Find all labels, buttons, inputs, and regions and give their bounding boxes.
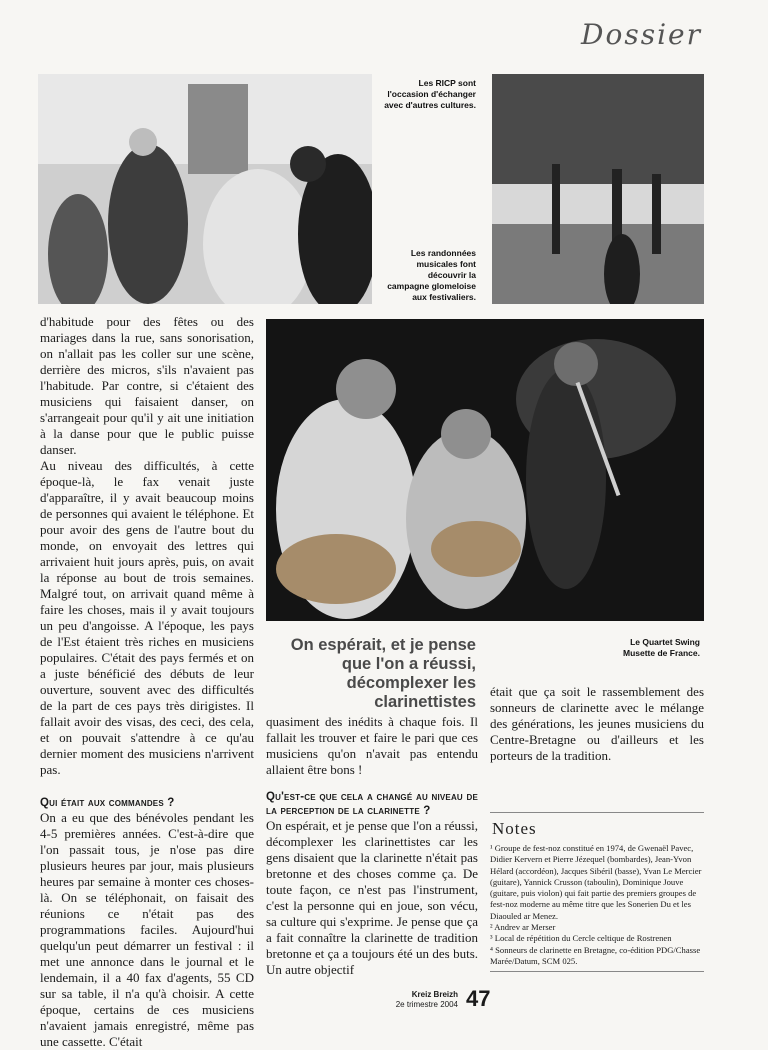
paragraph: était que ça soit le rassemblement des sonneurs de clarinette avec le mélange des générations, les jeunes musiciens du Centre-Bretagne ou d'ailleurs et les porteurs de la tradition. xyxy=(490,684,704,763)
paragraph: On a eu que des bénévoles pendant les 4-5 premières années. C'est-à-dire que l'on passait tous, je n'ose pas dire plusieurs heures par jour, mais plusieurs heures par semaine à monter ces choses-là. On se téléphonait, on faisait des réunions ce n'était pas des programmations faciles. Aujourd'hui quelqu'un peut démarrer un festival : il met une annonce dans le journal et le lendemain, il a 40 fax d'agents, 55 CD sur sa table, il n'a qu'à choisir. A cette époque, certains de ces musiciens n'avaient jamais enregistré, même pas une cassette. C'était xyxy=(40,810,254,1049)
photo-musical-walk xyxy=(492,74,704,304)
photo-festival-crowd xyxy=(38,74,372,304)
notes-title: Notes xyxy=(492,819,537,838)
caption-top-right: Les randonnées musicales font découvrir la campagne glomeloise aux festivaliers. xyxy=(387,248,476,302)
note-item: ² Andrev ar Merser xyxy=(490,922,556,933)
issue-date: 2e trimestre 2004 xyxy=(395,1000,458,1009)
note-item: ¹ Groupe de fest-noz constitué en 1974, de Gwenaël Pavec, Didier Kervern et Pierre Jézequel (bombardes), Jean-Yvon Hélard (accordéon), Jacques Sibéril (basse), Yvan Le Mercier (guitare), Yannick Crusson (taboulin), Dominique Jouve (guitare, puis violon) qui fait partie des premiers groupes de fest-noz moderne au même titre que les Sonerien Du et les Diaouled ar Menez. xyxy=(490,843,702,921)
caption-top-left: Les RICP sont l'occasion d'échanger avec d'autres cultures. xyxy=(384,78,476,110)
article-column-2 xyxy=(266,714,478,978)
article-column-1 xyxy=(40,314,254,1050)
paragraph: d'habitude pour des fêtes ou des mariages dans la rue, sans sonorisation, on n'allait pas les coller sur une scène, derrière des micros, s'ils n'avaient pas l'habitude. Par contre, si c'étaient des musiciens qui faisaient danser, on s'arrangeait pour qu'il y ait une initiation à la danse pour que le public puisse danser. xyxy=(40,314,254,457)
page-number: 47 xyxy=(466,986,491,1011)
article-column-3 xyxy=(490,684,704,764)
paragraph: Au niveau des difficultés, à cette époque-là, le fax venait juste d'apparaître, il y avait beaucoup moins de personnes qui avaient le téléphone. Et pour avoir des gens de l'autre bout du monde, on envoyait des lettres qui arrivaient huit jours après, puis, on avait la réponse au bout de trois semaines. Malgré tout, on arrivait quand même à faire les choses, mais il y avait toujours un peu d'angoisse. A l'époque, les pays de l'Est étaient très riches en musiciens populaires. C'était des pays fermés et on a juste bénéficié des débuts de leur ouverture, souvent avec des difficultés de la part de ces pays très dirigistes. Il fallait avoir des visas, des ceci, des cela, et on pouvait s'attendre à ce qu'au dernier moment des musiciens n'arrivent pas. xyxy=(40,458,254,777)
footer-magazine xyxy=(360,990,458,1010)
pull-quote: On espérait, et je pense que l'on a réussi, décomplexer les clarinettistes xyxy=(290,636,476,711)
caption-middle: Le Quartet Swing Musette de France. xyxy=(623,637,700,658)
paragraph: On espérait, et je pense que l'on a réussi, décomplexer les clarinettistes car les gens disaient que la clarinette n'était pas bretonne et des choses comme ça. De toute façon, ce n'est pas l'instrument, c'est la personne qui en joue, son vécu, sa culture qui s'exprime. Je pense que ça a fait connaître la clarinette de tradition bretonne et ça a toujours été un des buts. Un autre objectif xyxy=(266,818,478,977)
section-title: Dossier xyxy=(581,18,702,51)
paragraph: quasiment des inédits à chaque fois. Il fallait les trouver et faire le pari que ces musiciens qu'on n'avait pas entendu allaient être bons ! xyxy=(266,714,478,777)
magazine-name: Kreiz Breizh xyxy=(411,990,458,999)
notes-box xyxy=(490,812,704,972)
note-item: ³ Local de répétition du Cercle celtique de Rostrenen xyxy=(490,933,672,944)
notes-list xyxy=(490,843,704,967)
section-heading: Qu'est-ce que cela a changé au niveau de la perception de la clarinette ? xyxy=(266,791,478,817)
photo-quartet-concert xyxy=(266,319,704,621)
note-item: ⁴ Sonneurs de clarinette en Bretagne, co-édition PDG/Chasse Marée/Datum, SCM 025. xyxy=(490,944,701,966)
section-heading: Qui était aux commandes ? xyxy=(40,797,175,809)
